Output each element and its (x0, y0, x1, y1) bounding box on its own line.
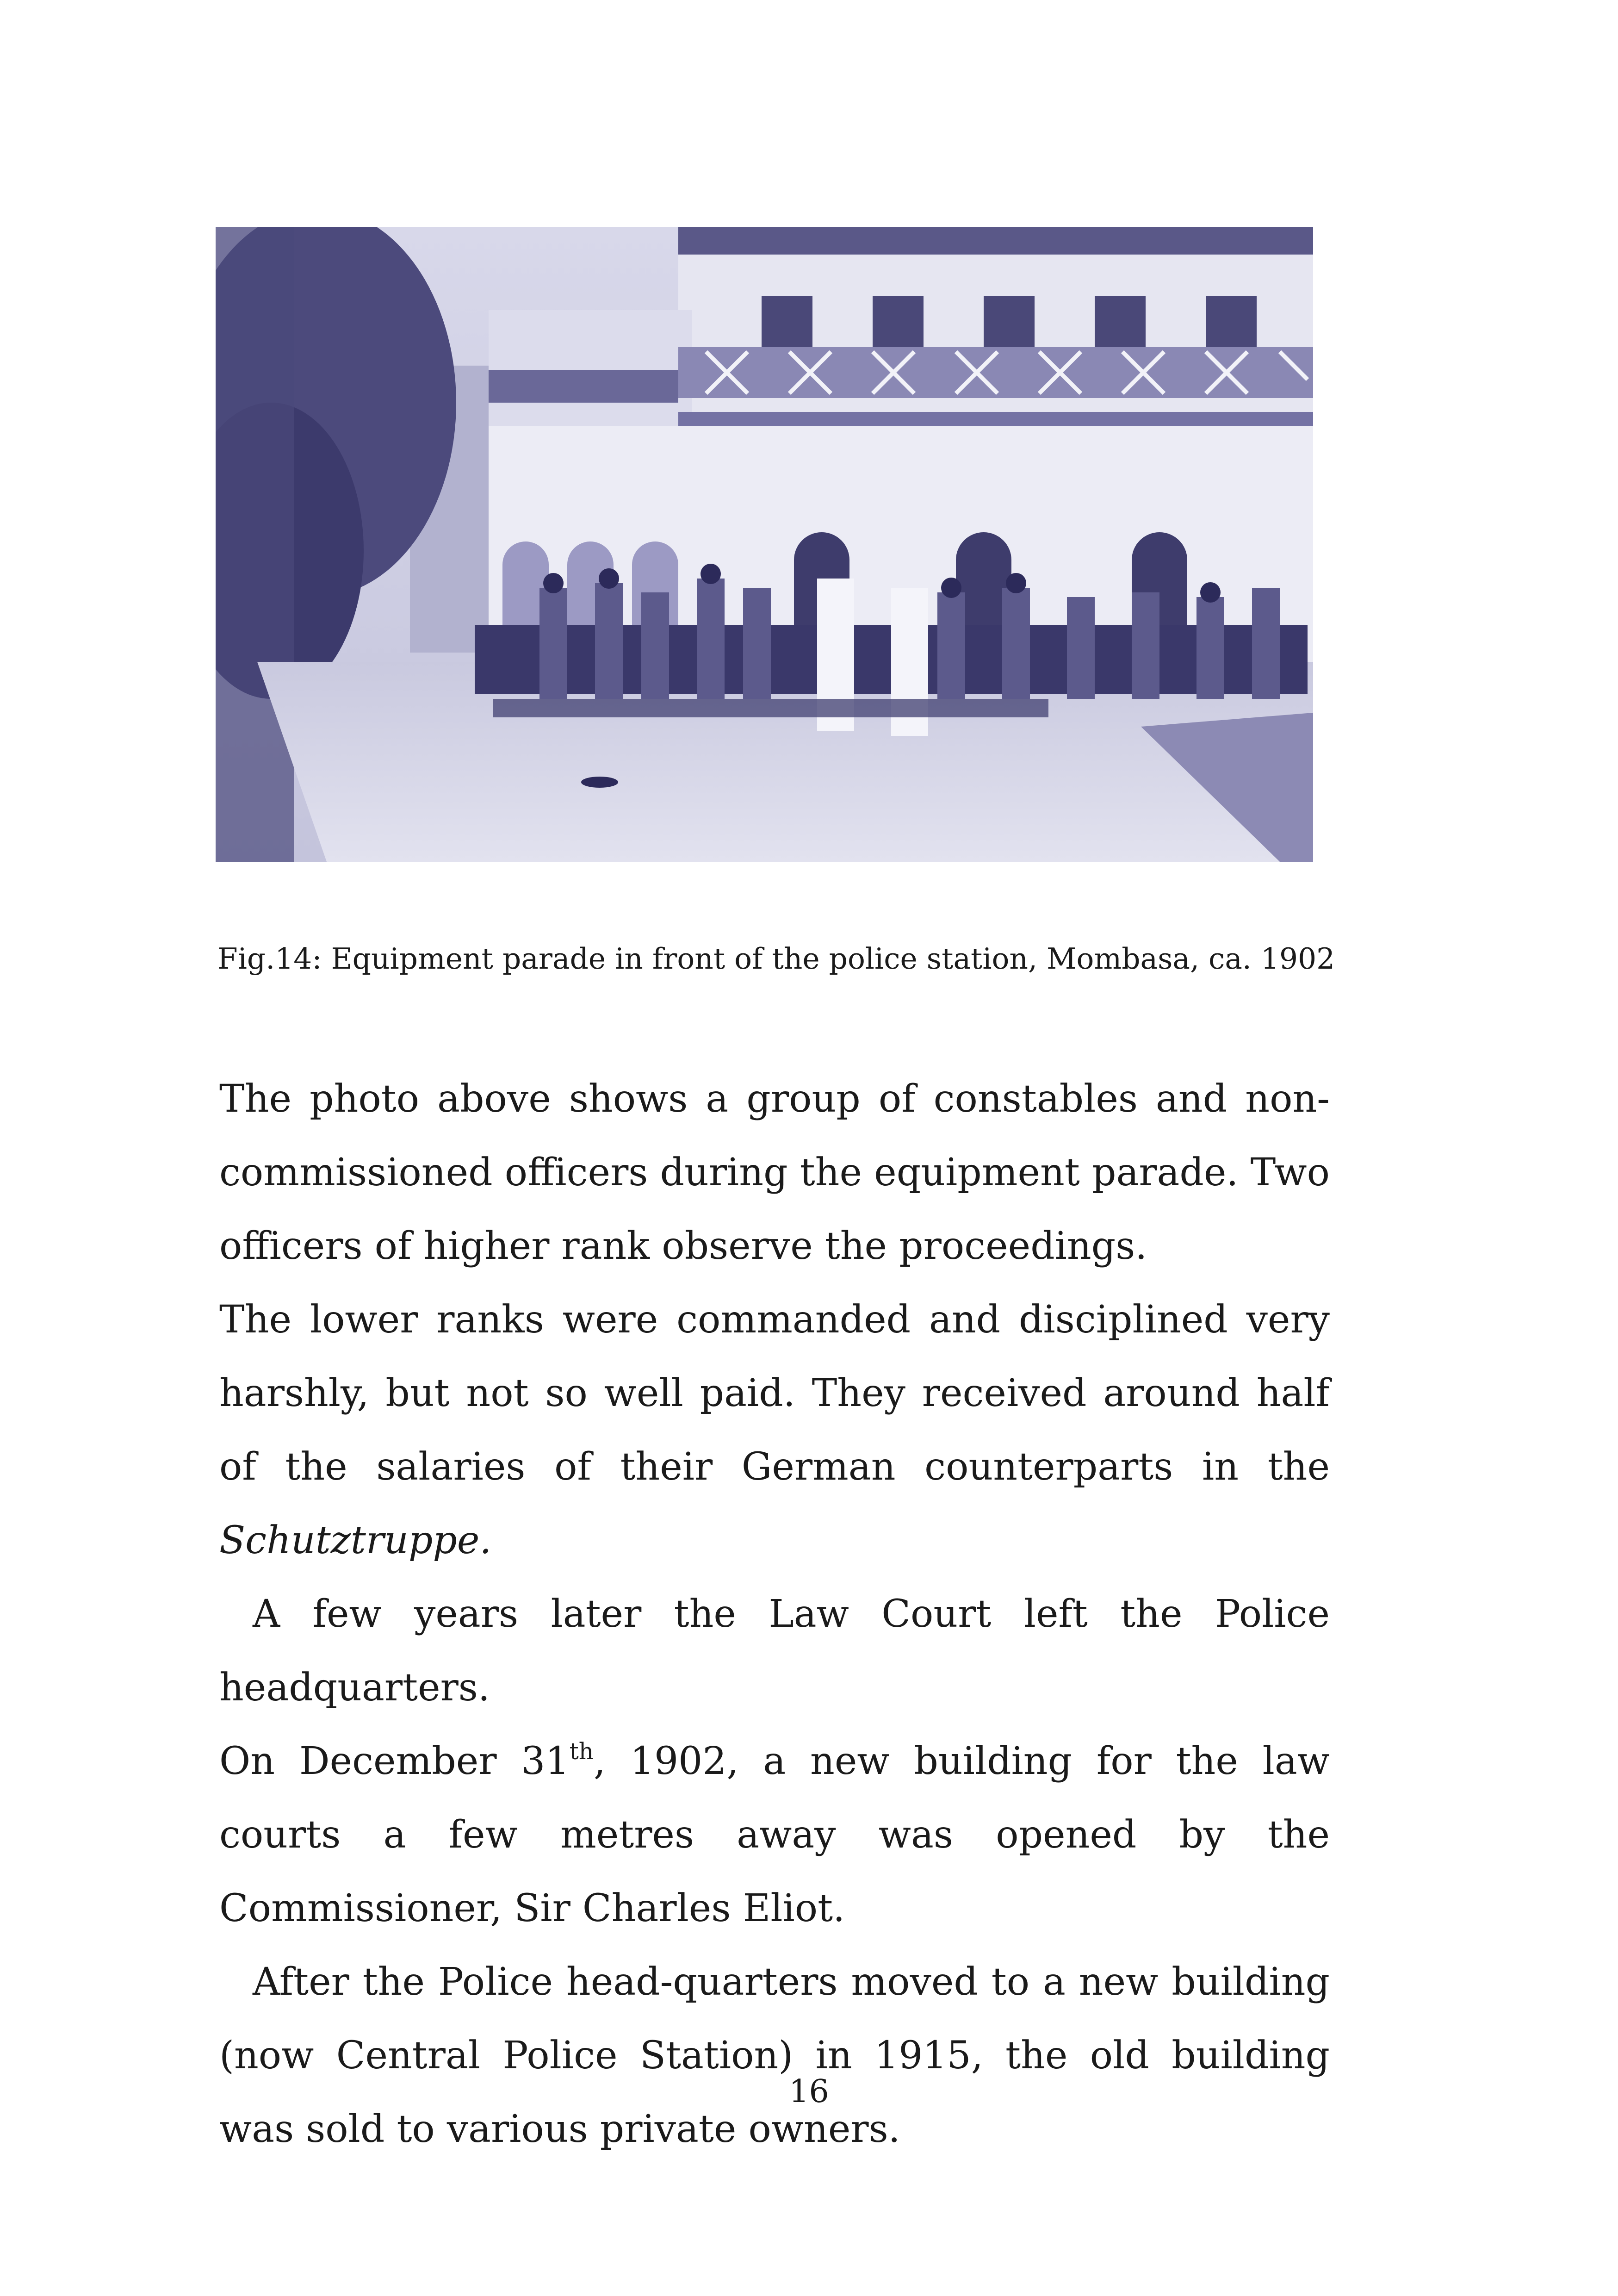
paragraph-2-text: The lower ranks were commanded and disciplined very harshly, but not so well paid. They received around half of the salaries of their German counterparts in the (219, 1298, 1330, 1489)
schutztruppe-term: Schutztruppe. (219, 1518, 492, 1562)
paragraph-4-start: On December 31 (219, 1739, 570, 1783)
figure-caption: Fig.14: Equipment parade in front of the police station, Mombasa, ca. 1902 (217, 942, 1335, 976)
paragraph-1: The photo above shows a group of constables and non-commissioned officers during the equipment parade. Two officers of higher rank observe the proceedings. (219, 1077, 1330, 1268)
police-station-photo-illustration (216, 227, 1313, 862)
historical-photo (216, 227, 1313, 862)
ordinal-suffix: th (569, 1738, 594, 1765)
paragraph-4-rest: , 1902, a new building for the law courts a few metres away was opened by the Commissioner, Sir Charles Eliot. (219, 1739, 1330, 1930)
paragraph-2 (219, 1283, 1330, 1577)
paragraph-5: After the Police head-quarters moved to a new building (now Central Police Station) in 1915, the old building was sold to various private owners. (219, 1960, 1330, 2151)
paragraph-3: A few years later the Law Court left the Police headquarters. (219, 1592, 1330, 1710)
paragraph-4 (219, 1724, 1330, 1945)
body-text (219, 1062, 1330, 2166)
page-number: 16 (789, 2073, 829, 2110)
